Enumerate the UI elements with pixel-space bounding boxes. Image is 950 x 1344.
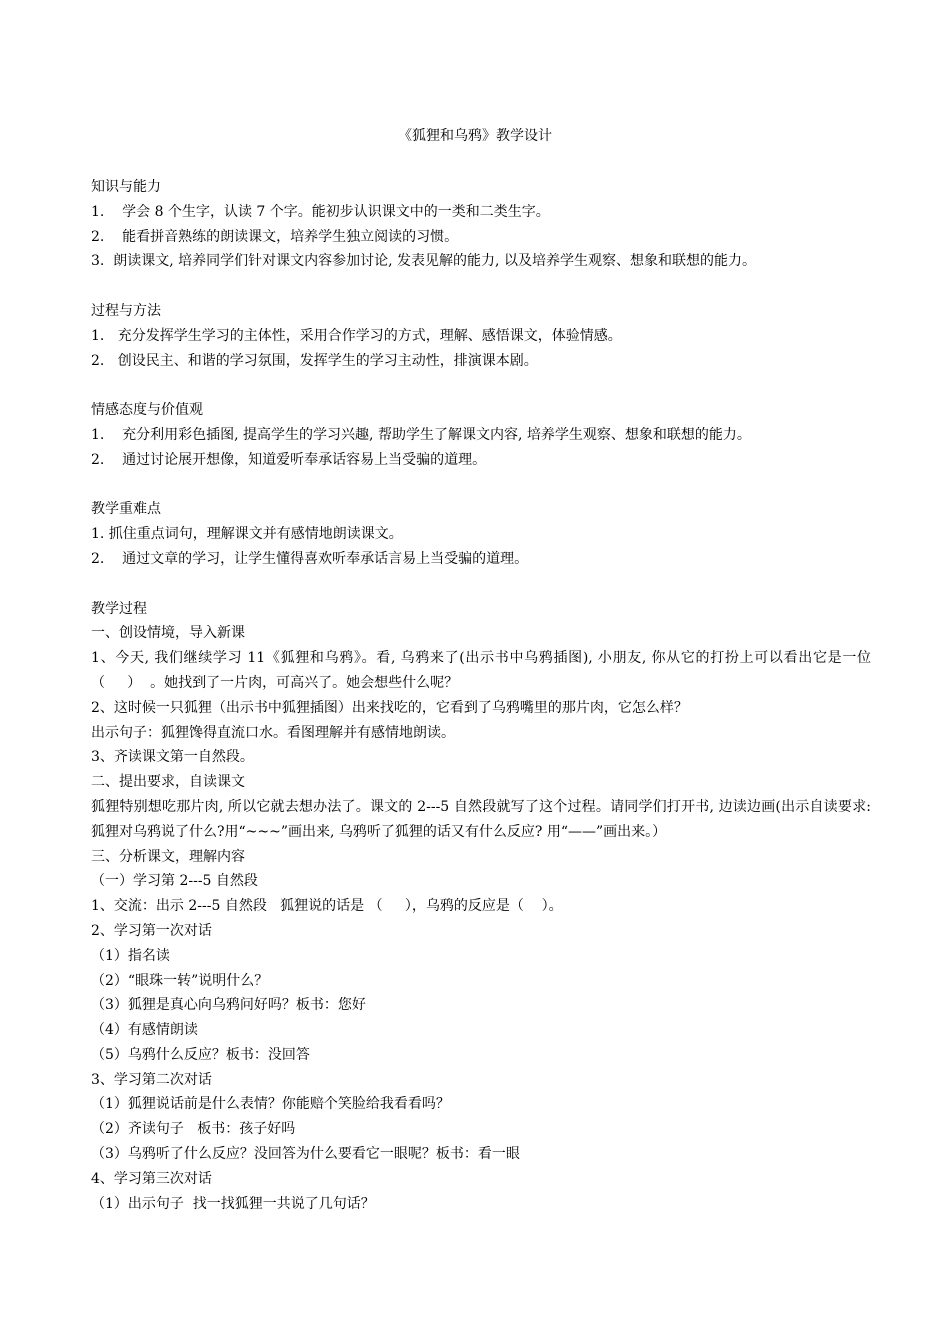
teaching-line: （5）乌鸦什么反应？板书：没回答	[91, 1046, 310, 1063]
teaching-line: 3、学习第二次对话	[91, 1071, 212, 1088]
teaching-line: 2、这时候一只狐狸（出示书中狐狸插图）出来找吃的，它看到了乌鸦嘴里的那片肉，它怎么样？	[91, 699, 688, 716]
teaching-line: 3、齐读课文第一自然段。	[91, 749, 254, 766]
teaching-line: （4）有感情朗读	[91, 1022, 198, 1039]
teaching-line: （2）“眼珠一转”说明什么？	[91, 972, 269, 989]
teaching-line: 2、学习第一次对话	[91, 922, 212, 939]
blank-line	[91, 572, 871, 597]
teaching-line: 出示句子：狐狸馋得直流口水。看图理解并有感情地朗读。	[91, 724, 455, 741]
teaching-line: 一、创设情境，导入新课	[91, 625, 245, 642]
emotion-item-2: 2. 通过讨论展开想像，知道爱听奉承话容易上当受骗的道理。	[91, 451, 487, 468]
teaching-line: （1）指名读	[91, 947, 170, 964]
blank-line	[91, 274, 871, 299]
teaching-line: 二、提出要求，自读课文	[91, 774, 245, 791]
section-heading-key-points: 教学重难点	[91, 501, 161, 518]
teaching-line: 4、学习第三次对话	[91, 1170, 212, 1187]
section-heading-knowledge: 知识与能力	[91, 179, 161, 195]
knowledge-item-3: 3. 朗读课文, 培养同学们针对课文内容参加讨论, 发表见解的能力, 以及培养学生观察、想象和联想的能力。	[91, 253, 756, 270]
teaching-line: （一）学习第 2---5 自然段	[91, 873, 258, 890]
teaching-line: 1、交流：出示 2---5 自然段 狐狸说的话是 （ ），乌鸦的反应是（ ）。	[91, 898, 563, 915]
document-body	[91, 175, 871, 1216]
process-item-1: 1. 充分发挥学生学习的主体性，采用合作学习的方式，理解、感悟课文，体验情感。	[91, 327, 622, 344]
document-title: 《狐狸和乌鸦》教学设计	[398, 128, 552, 144]
knowledge-item-2: 2. 能看拼音熟练的朗读课文，培养学生独立阅读的习惯。	[91, 228, 459, 245]
knowledge-item-1: 1. 学会 8 个生字，认读 7 个字。能初步认识课文中的一类和二类生字。	[91, 203, 550, 220]
teaching-paragraph: 狐狸特别想吃那片肉, 所以它就去想办法了。课文的 2---5 自然段就写了这个过程。请同学们打开书, 边读边画(出示自读要求: 狐狸对乌鸦说了什么?用“~~~”画出来, 乌鸦听了狐狸的话又有什么反应? 用“——”画出来。）	[91, 798, 871, 840]
key-point-item-1: 1. 抓住重点词句，理解课文并有感情地朗读课文。	[91, 526, 403, 543]
teaching-paragraph: 1、今天, 我们继续学习 11《狐狸和乌鸦》。看, 乌鸦来了(出示书中乌鸦插图), 小朋友, 你从它的打扮上可以看出它是一位（ ） 。她找到了一片肉，可高兴了。她会想些什么呢？	[91, 650, 871, 691]
teaching-line: 三、分析课文，理解内容	[91, 848, 245, 865]
teaching-line: （3）乌鸦听了什么反应？没回答为什么要看它一眼呢？板书：看一眼	[91, 1146, 520, 1163]
emotion-item-1: 1. 充分利用彩色插图, 提高学生的学习兴趣, 帮助学生了解课文内容, 培养学生观察、想象和联想的能力。	[91, 426, 751, 443]
section-heading-emotion: 情感态度与价值观	[91, 402, 203, 419]
process-item-2: 2. 创设民主、和谐的学习氛围，发挥学生的学习主动性，排演课本剧。	[91, 352, 538, 369]
section-heading-teaching: 教学过程	[91, 600, 147, 617]
teaching-line: （1）出示句子 找一找狐狸一共说了几句话？	[91, 1195, 375, 1212]
section-heading-process: 过程与方法	[91, 302, 161, 319]
teaching-line: （3）狐狸是真心向乌鸦问好吗？板书：您好	[91, 997, 366, 1014]
blank-line	[91, 473, 871, 498]
blank-line	[91, 373, 871, 398]
teaching-line: （1）狐狸说话前是什么表情？你能赔个笑脸给我看看吗？	[91, 1096, 450, 1113]
key-point-item-2: 2. 通过文章的学习，让学生懂得喜欢听奉承话言易上当受骗的道理。	[91, 550, 529, 567]
teaching-line: （2）齐读句子 板书：孩子好吗	[91, 1121, 296, 1138]
